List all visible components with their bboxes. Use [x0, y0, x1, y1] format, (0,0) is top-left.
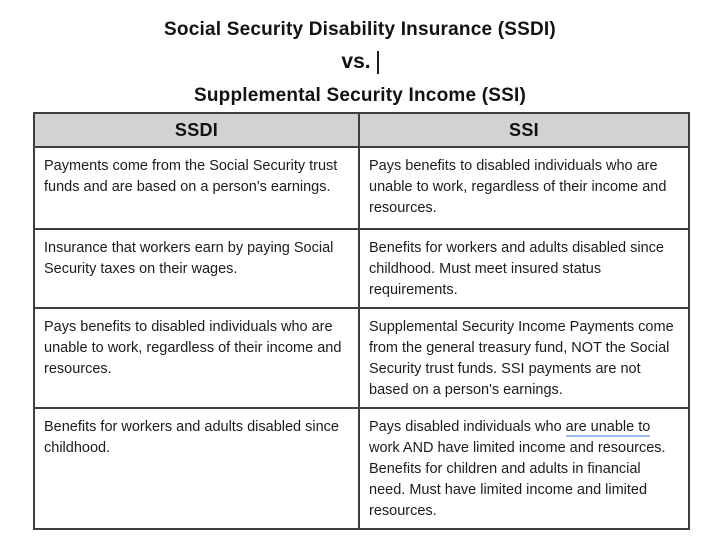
cell-ssi-row1[interactable]: Pays benefits to disabled individuals who are unable to work, regardless of their income and resources. [359, 147, 689, 229]
table-header-row [34, 113, 689, 147]
suggestion-underline: are unable to [565, 419, 651, 435]
cell-ssdi-row2[interactable]: Insurance that workers earn by paying Social Security taxes on their wages. [34, 229, 359, 308]
cell-text-segment: work AND have limited income and resources. Benefits for children and adults in financial need. Must have limited income and limited resources. [369, 440, 666, 519]
cell-ssdi-row3[interactable]: Pays benefits to disabled individuals who are unable to work, regardless of their income and resources. [34, 308, 359, 408]
table-row [34, 229, 689, 308]
cell-ssi-row3[interactable]: Supplemental Security Income Payments come from the general treasury fund, NOT the Social Security trust funds. SSI payments are not based on a person's earnings. [359, 308, 689, 408]
cell-ssdi-row4[interactable]: Benefits for workers and adults disabled since childhood. [34, 408, 359, 529]
table-row [34, 308, 689, 408]
page-title-line3: Supplemental Security Income (SSI) [194, 85, 526, 106]
page-title-vs-line [0, 49, 720, 75]
table-row [34, 408, 689, 529]
cell-ssi-row4[interactable] [359, 408, 689, 529]
comparison-table [33, 112, 690, 530]
table-header-ssdi[interactable]: SSDI [34, 113, 359, 147]
page-title-line1: Social Security Disability Insurance (SSDI) [164, 19, 556, 40]
cell-ssi-row2[interactable]: Benefits for workers and adults disabled since childhood. Must meet insured status requirements. [359, 229, 689, 308]
cell-text-segment: Pays disabled individuals who [369, 419, 566, 435]
text-caret [377, 51, 379, 74]
page-title-vs: vs. [341, 50, 371, 73]
table-row [34, 147, 689, 229]
cell-ssdi-row1[interactable]: Payments come from the Social Security trust funds and are based on a person's earnings. [34, 147, 359, 229]
table-header-ssi[interactable]: SSI [359, 113, 689, 147]
